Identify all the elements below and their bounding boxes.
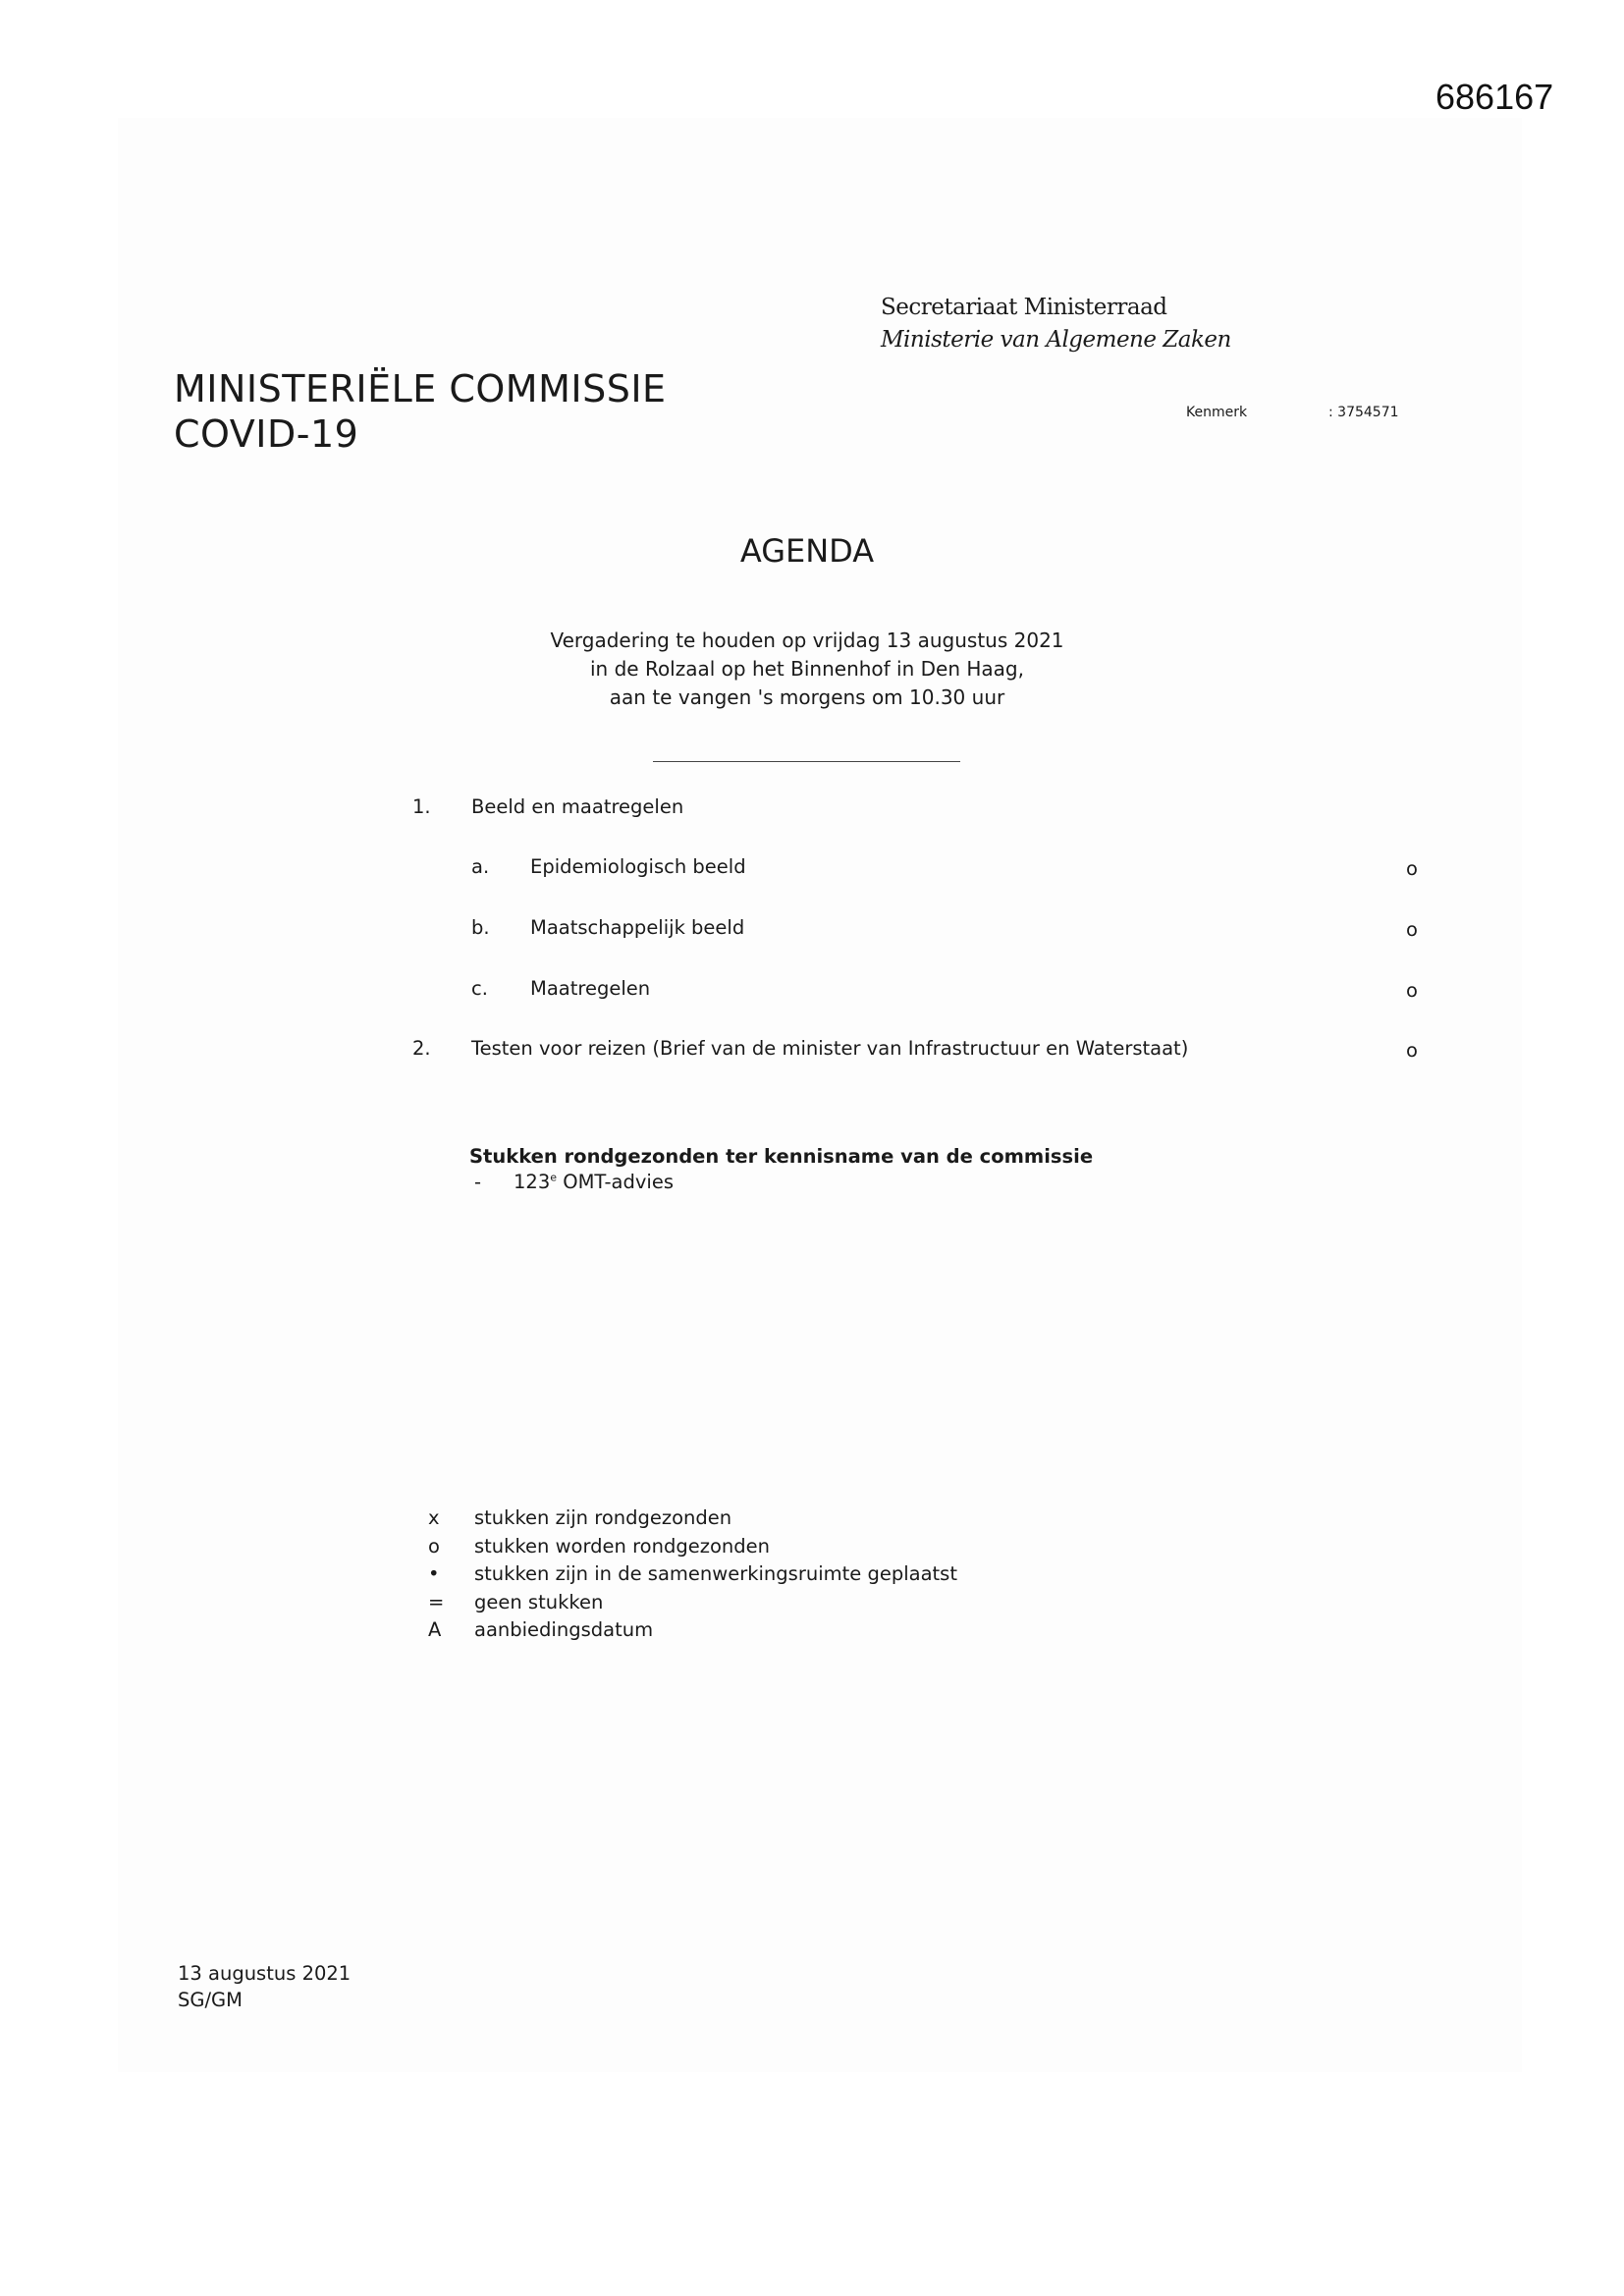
divider <box>653 761 960 762</box>
subitem-letter: a. <box>471 855 490 878</box>
legend-symbol: x <box>428 1506 440 1529</box>
entry-superscript: e <box>550 1171 558 1184</box>
item-number: 1. <box>412 795 431 818</box>
subitem-status: o <box>1406 979 1418 1002</box>
legend-symbol: = <box>428 1591 445 1613</box>
subitem-text: Maatregelen <box>530 977 651 1000</box>
legend-symbol: o <box>428 1535 440 1558</box>
item-number: 2. <box>412 1037 431 1060</box>
meeting-line3: aan te vangen 's morgens om 10.30 uur <box>609 685 1005 709</box>
item-text: Beeld en maatregelen <box>471 795 684 818</box>
letterhead-line2: Ministerie van Algemene Zaken <box>881 327 1231 353</box>
document-id: 686167 <box>1435 77 1554 117</box>
agenda-heading: AGENDA <box>739 532 875 570</box>
meeting-line1: Vergadering te houden op vrijdag 13 augustus 2021 <box>550 629 1064 652</box>
subitem-status: o <box>1406 857 1418 880</box>
letterhead-line1: Secretariaat Ministerraad <box>881 295 1167 320</box>
legend-text: stukken zijn rondgezonden <box>474 1506 732 1529</box>
reference-label: Kenmerk <box>1186 405 1248 420</box>
circulated-entry <box>514 1171 674 1193</box>
legend-text: geen stukken <box>474 1591 604 1613</box>
legend-text: stukken worden rondgezonden <box>474 1535 770 1558</box>
footer-code: SG/GM <box>178 1989 243 2011</box>
circulated-heading: Stukken rondgezonden ter kennisname van de commissie <box>469 1145 1094 1168</box>
subitem-text: Maatschappelijk beeld <box>530 916 745 939</box>
legend-text: stukken zijn in de samenwerkingsruimte geplaatst <box>474 1562 957 1585</box>
subitem-text: Epidemiologisch beeld <box>530 855 746 878</box>
subitem-letter: c. <box>471 977 488 1000</box>
subitem-status: o <box>1406 918 1418 941</box>
scanned-page <box>118 118 1522 2072</box>
legend-symbol: • <box>428 1562 440 1585</box>
document-title-line2: COVID-19 <box>174 412 359 456</box>
meeting-line2: in de Rolzaal op het Binnenhof in Den Haag, <box>590 657 1024 681</box>
subitem-letter: b. <box>471 916 490 939</box>
circulated-bullet: - <box>474 1171 482 1193</box>
legend-symbol: A <box>428 1618 442 1641</box>
reference-value: : 3754571 <box>1328 405 1399 420</box>
item-text: Testen voor reizen (Brief van de minister van Infrastructuur en Waterstaat) <box>471 1037 1189 1060</box>
entry-rest: OMT-advies <box>557 1171 674 1193</box>
legend-text: aanbiedingsdatum <box>474 1618 654 1641</box>
entry-number: 123 <box>514 1171 551 1193</box>
document-title-line1: MINISTERIËLE COMMISSIE <box>174 367 667 410</box>
item-status: o <box>1406 1039 1418 1062</box>
footer-date: 13 augustus 2021 <box>178 1962 352 1985</box>
